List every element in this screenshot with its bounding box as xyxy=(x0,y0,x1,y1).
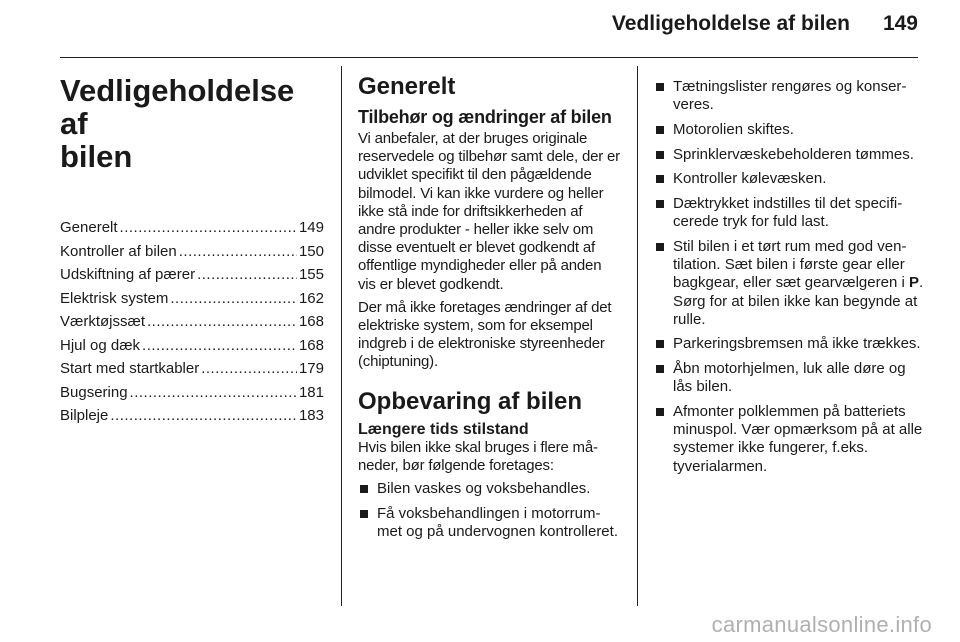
list-item xyxy=(654,335,926,353)
toc-item[interactable] xyxy=(60,404,324,428)
list-item xyxy=(654,195,926,231)
list-item-text: Tætningslister rengøres og konserveres. xyxy=(673,78,907,114)
square-bullet-icon xyxy=(656,126,664,134)
list-item-text-part: Stil bilen i et tørt rum med god ventilation. Sæt bilen i første gear eller bagkgear, eller sæt gearvælgeren i xyxy=(673,237,909,292)
column-divider-right xyxy=(637,66,638,606)
toc-label: Elektrisk system xyxy=(60,289,169,307)
header-rule xyxy=(60,57,918,58)
square-bullet-icon xyxy=(656,175,664,183)
storage-bullet-list xyxy=(358,480,620,541)
toc-item[interactable] xyxy=(60,216,324,240)
watermark: carmanualsonline.info xyxy=(711,612,932,637)
toc-label: Generelt xyxy=(60,219,118,236)
toc-label: Hjul og dæk xyxy=(60,336,141,354)
page-number: 149 xyxy=(882,12,918,35)
toc-page: 179 xyxy=(298,360,324,377)
square-bullet-icon xyxy=(360,510,368,518)
square-bullet-icon xyxy=(656,340,664,348)
list-item xyxy=(654,78,926,114)
paragraph-electrical: Der må ikke foretages ændringer af det elektriske system, som for eksempel indgreb i de elektroniske styreenheder (chiptuning). xyxy=(358,298,612,371)
toc-label: Værktøjssæt xyxy=(60,313,146,330)
list-item-text: Afmonter polklemmen på batteriets minuspol. Vær opmærksom på at alle systemer ikke fungerer, f.eks. tyverialarmen. xyxy=(673,403,923,475)
chapter-column xyxy=(60,74,324,428)
toc-page: 149 xyxy=(298,219,324,236)
toc-leader xyxy=(142,334,297,358)
storage-bullet-list-continued xyxy=(654,78,926,476)
list-item-text xyxy=(673,238,923,328)
square-bullet-icon xyxy=(656,408,664,416)
toc-leader xyxy=(110,404,297,428)
list-item-text: Åbn motorhjelmen, luk alle døre og lås bilen. xyxy=(673,360,906,396)
list-item-text: Dæktrykket indstilles til det specificerede tryk for fuld last. xyxy=(673,195,903,231)
toc-page: 155 xyxy=(298,266,324,283)
table-of-contents xyxy=(60,216,324,428)
list-item xyxy=(654,238,926,329)
toc-item[interactable] xyxy=(60,240,324,264)
paragraph-accessories: Vi anbefaler, at der bruges originale reservedele og tilbehør samt dele, der er udviklet specifikt til den pågældende bilmodel. Vi kan ikke vurdere og heller ikke stå inde for driftsikkerheden af andre produkter - heller ikke selv om disse eventuelt er blevet godkendt af offentlige myndigheder eller på anden vis er blevet godkendt. xyxy=(358,130,620,293)
toc-page: 168 xyxy=(298,336,324,354)
section-heading-generelt: Generelt xyxy=(358,73,456,100)
toc-item[interactable] xyxy=(60,310,324,334)
list-item xyxy=(654,360,926,396)
toc-leader xyxy=(130,381,297,405)
list-item-text: Motorolien skiftes. xyxy=(673,120,794,138)
toc-page: 150 xyxy=(298,242,324,260)
toc-item[interactable] xyxy=(60,334,324,358)
list-item-text: Parkeringsbremsen må ikke trækkes. xyxy=(673,335,921,353)
gear-position-p: P xyxy=(908,274,919,292)
list-item-text: Bilen vaskes og voksbehandles. xyxy=(377,480,591,498)
toc-page: 181 xyxy=(298,383,324,401)
toc-label: Bilpleje xyxy=(60,407,109,424)
list-item xyxy=(654,403,926,476)
right-column xyxy=(654,78,926,482)
list-item xyxy=(358,480,620,498)
toc-item[interactable] xyxy=(60,263,324,287)
chapter-title-line1: Vedligeholdelse af xyxy=(60,73,295,141)
middle-column xyxy=(358,72,620,548)
paragraph-storage-intro: Hvis bilen ikke skal bruges i flere måneder, bør følgende foretages: xyxy=(358,438,598,474)
toc-leader xyxy=(170,287,297,311)
chapter-title-line2: bilen xyxy=(60,139,133,174)
list-item xyxy=(654,170,926,188)
square-bullet-icon xyxy=(656,151,664,159)
toc-page: 168 xyxy=(298,313,324,330)
toc-page: 183 xyxy=(298,407,324,424)
square-bullet-icon xyxy=(656,365,664,373)
subheading-accessories: Tilbehør og ændringer af bilen xyxy=(358,107,612,127)
list-item-text-part: . Sørg for at bilen ikke kan begynde at rulle. xyxy=(673,274,924,328)
square-bullet-icon xyxy=(656,243,664,251)
list-item-text: Kontroller kølevæsken. xyxy=(673,170,827,188)
square-bullet-icon xyxy=(656,200,664,208)
toc-label: Udskiftning af pærer xyxy=(60,266,196,283)
section-heading-storage: Opbevaring af bilen xyxy=(358,387,583,415)
subheading-long-storage: Længere tids stilstand xyxy=(358,420,529,438)
list-item xyxy=(654,146,926,164)
toc-leader xyxy=(179,240,297,264)
toc-item[interactable] xyxy=(60,357,324,381)
toc-page: 162 xyxy=(298,289,324,307)
toc-leader xyxy=(147,310,297,334)
header-title: Vedligeholdelse af bilen xyxy=(611,12,850,35)
square-bullet-icon xyxy=(656,83,664,91)
list-item-text: Få voksbehandlingen i motorrummet og på undervognen kontrolleret. xyxy=(377,504,618,540)
toc-label: Start med startkabler xyxy=(60,360,200,377)
toc-label: Bugsering xyxy=(60,383,128,401)
toc-leader xyxy=(197,263,297,287)
toc-leader xyxy=(120,216,297,240)
square-bullet-icon xyxy=(360,485,368,493)
list-item-text: Sprinklervæskebeholderen tømmes. xyxy=(673,145,914,163)
toc-label: Kontroller af bilen xyxy=(60,242,177,260)
toc-item[interactable] xyxy=(60,381,324,405)
column-divider-left xyxy=(341,66,342,606)
toc-item[interactable] xyxy=(60,287,324,311)
list-item xyxy=(654,121,926,139)
chapter-title xyxy=(60,74,324,173)
toc-leader xyxy=(201,357,297,381)
list-item xyxy=(358,505,620,541)
